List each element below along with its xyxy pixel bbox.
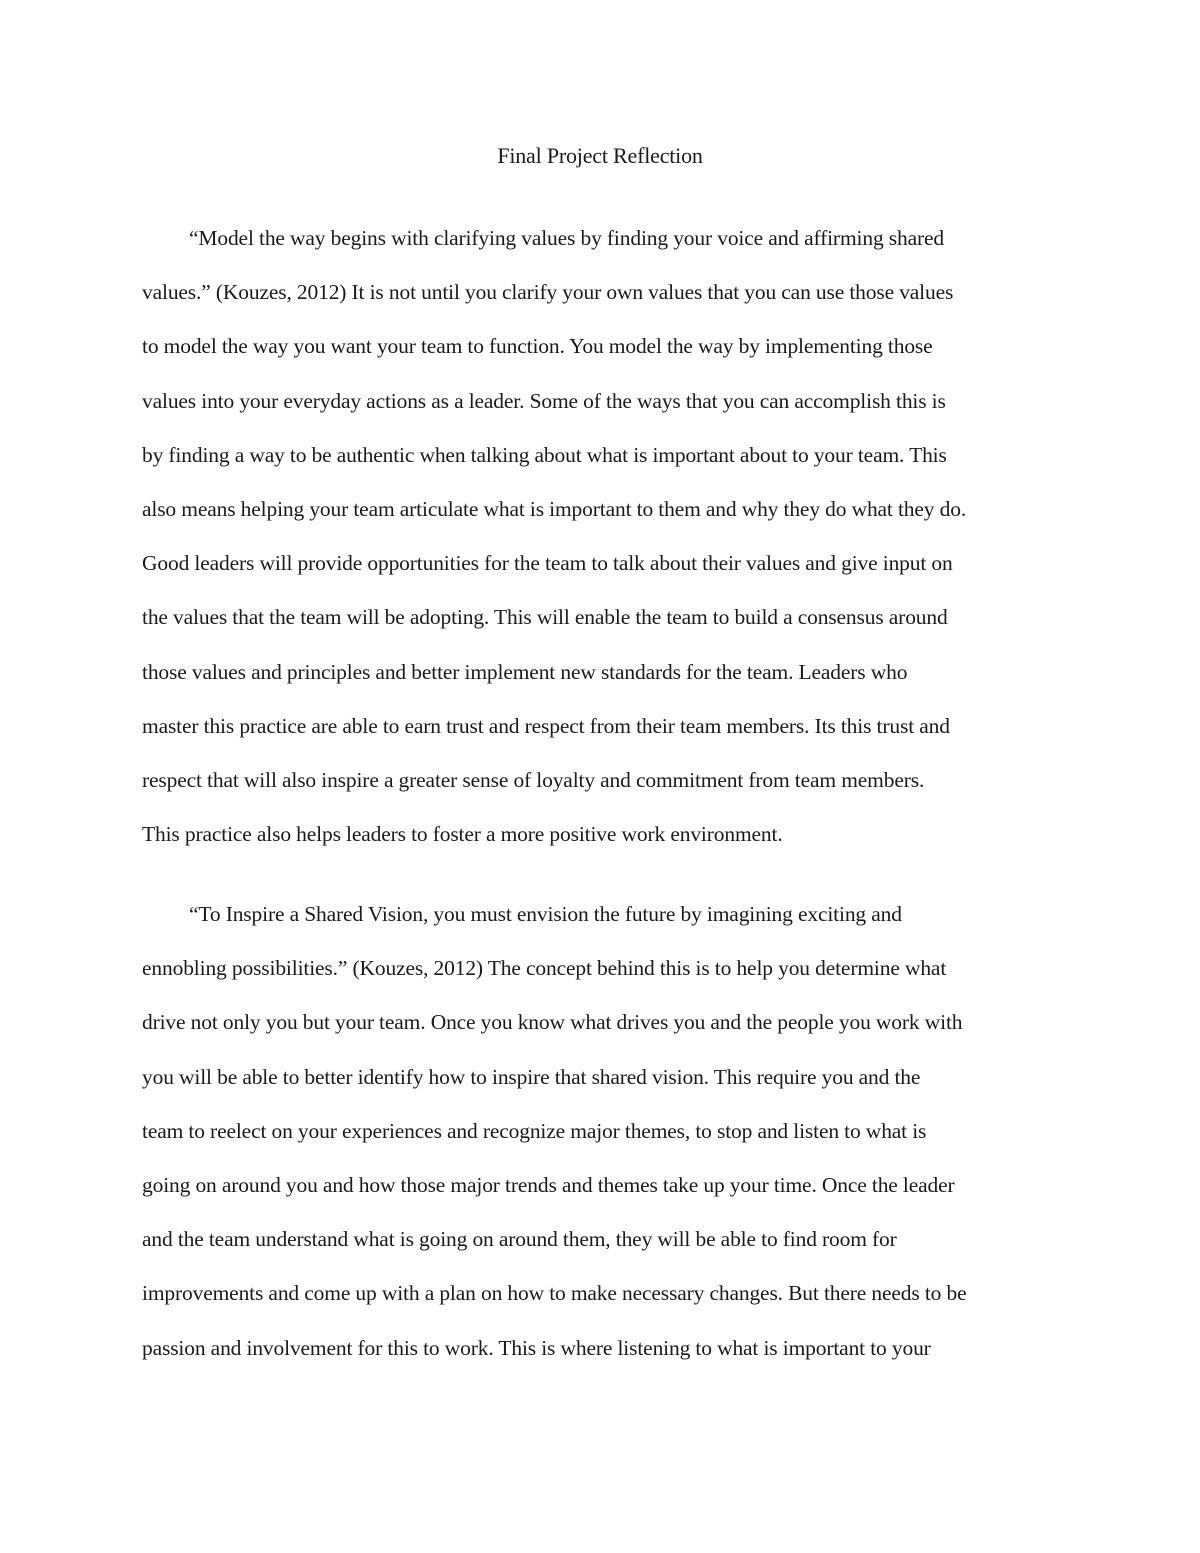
paragraph-line: Good leaders will provide opportunities for the team to talk about their values and give input on [142,551,953,576]
paragraph-line: going on around you and how those major trends and themes take up your time. Once the leader [142,1172,955,1197]
paragraph-line: values.” (Kouzes, 2012) It is not until you clarify your own values that you can use those values [142,280,954,305]
paragraph-line: improvements and come up with a plan on how to make necessary changes. But there needs to be [142,1281,967,1306]
paragraph-line: to model the way you want your team to function. You model the way by implementing those [142,334,933,359]
paragraph-line: respect that will also inspire a greater sense of loyalty and commitment from team members. [142,767,925,792]
paragraph-line: team to reelect on your experiences and recognize major themes, to stop and listen to what is [142,1118,927,1143]
paragraph-line: you will be able to better identify how to inspire that shared vision. This require you and the [142,1064,921,1089]
paragraph-line: “To Inspire a Shared Vision, you must envision the future by imagining exciting and [189,902,902,926]
document-title: Final Project Reflection [497,143,703,168]
paragraph-line: and the team understand what is going on around them, they will be able to find room for [142,1227,897,1252]
paragraph-line: drive not only you but your team. Once you know what drives you and the people you work with [142,1010,963,1035]
paragraph-line: also means helping your team articulate what is important to them and why they do what they do. [142,496,967,521]
paragraph-model-the-way [142,222,1062,872]
paragraph-line: “Model the way begins with clarifying values by finding your voice and affirming shared [189,226,944,250]
paragraph-line: by finding a way to be authentic when talking about what is important about to your team. This [142,442,947,467]
paragraph-line: ennobling possibilities.” (Kouzes, 2012) The concept behind this is to help you determine what [142,956,947,981]
paragraph-line: This practice also helps leaders to foster a more positive work environment. [142,822,783,847]
paragraph-line: values into your everyday actions as a leader. Some of the ways that you can accomplish this is [142,388,946,413]
paragraph-line: master this practice are able to earn trust and respect from their team members. Its this trust and [142,713,950,738]
paragraph-line: passion and involvement for this to work. This is where listening to what is important to your [142,1335,931,1360]
paragraph-shared-vision [142,898,1062,1386]
paragraph-line: the values that the team will be adopting. This will enable the team to build a consensus around [142,605,948,630]
paragraph-line: those values and principles and better implement new standards for the team. Leaders who [142,659,908,684]
